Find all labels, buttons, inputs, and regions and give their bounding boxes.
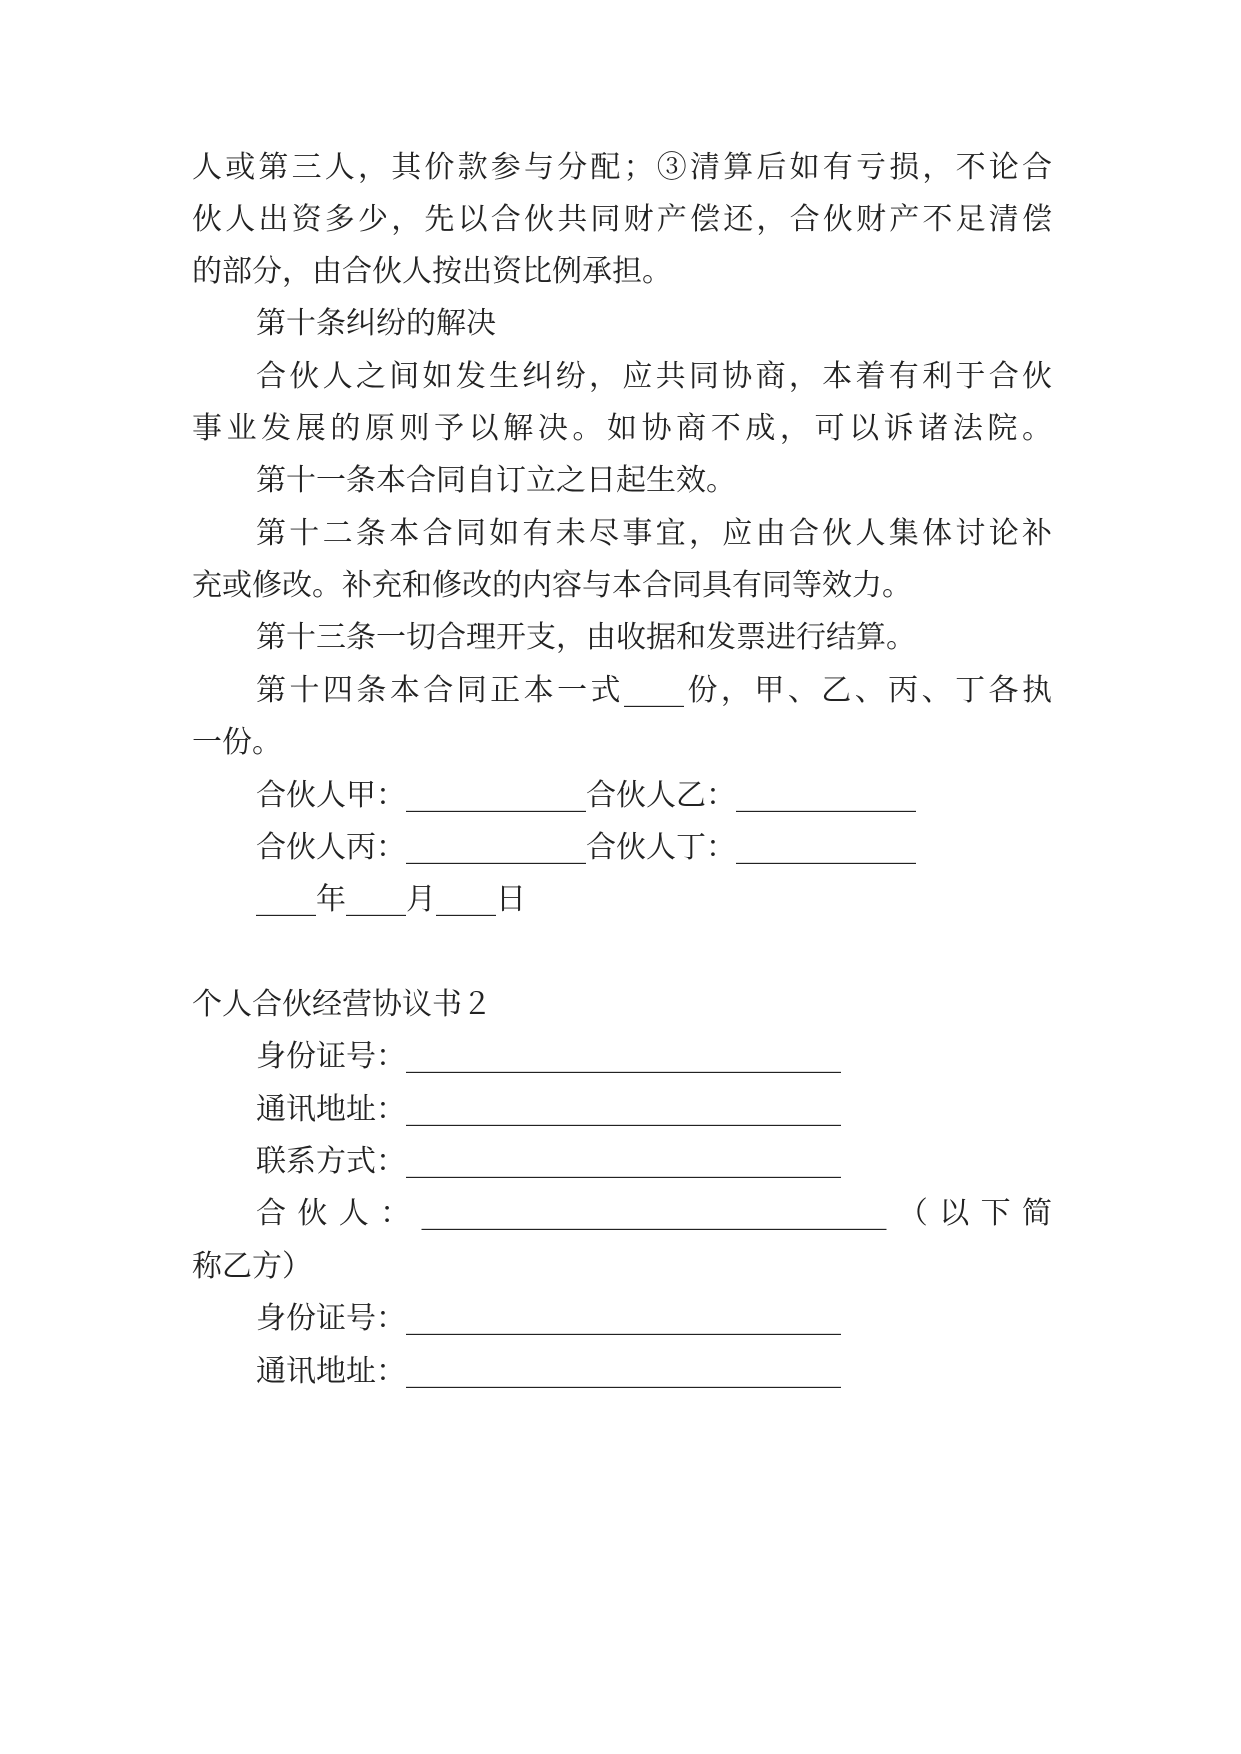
form-field-line: 联系方式：_____________________________: [256, 1144, 841, 1179]
form-field-line: 身份证号：_____________________________: [256, 1039, 841, 1074]
paragraph-line: 事业发展的原则予以解决。如协商不成，可以诉诸法院。: [192, 411, 1052, 446]
document-title: 个人合伙经营协议书２: [192, 987, 492, 1022]
paragraph-line: 第十二条本合同如有未尽事宜，应由合伙人集体讨论补: [256, 516, 1052, 551]
form-field-line: 通讯地址：_____________________________: [256, 1354, 841, 1389]
form-field-line: 通讯地址：_____________________________: [256, 1092, 841, 1127]
paragraph-line: 第十四条本合同正本一式____份，甲、乙、丙、丁各执: [256, 673, 1052, 708]
paragraph-line: 充或修改。补充和修改的内容与本合同具有同等效力。: [192, 568, 912, 603]
form-field-line: 身份证号：_____________________________: [256, 1301, 841, 1336]
section-heading: 第十条纠纷的解决: [256, 306, 496, 341]
paragraph-line: 伙人出资多少，先以合伙共同财产偿还，合伙财产不足清偿: [192, 202, 1052, 237]
paragraph-line: 人或第三人，其价款参与分配；③清算后如有亏损，不论合: [192, 150, 1052, 185]
paragraph-line: 的部分，由合伙人按出资比例承担。: [192, 254, 672, 289]
form-field-line: 合伙人：_______________________________（以下简: [256, 1196, 1052, 1231]
paragraph-line: 称乙方）: [192, 1249, 312, 1284]
paragraph-line: 合伙人之间如发生纠纷，应共同协商，本着有利于合伙: [256, 359, 1052, 394]
paragraph-line: 第十三条一切合理开支，由收据和发票进行结算。: [256, 620, 916, 655]
signature-line: 合伙人甲：____________合伙人乙：____________: [256, 778, 916, 813]
paragraph-line: 一份。: [192, 725, 282, 760]
date-line: ____年____月____日: [256, 882, 526, 917]
signature-line: 合伙人丙：____________合伙人丁：____________: [256, 830, 916, 865]
paragraph-line: 第十一条本合同自订立之日起生效。: [256, 463, 736, 498]
